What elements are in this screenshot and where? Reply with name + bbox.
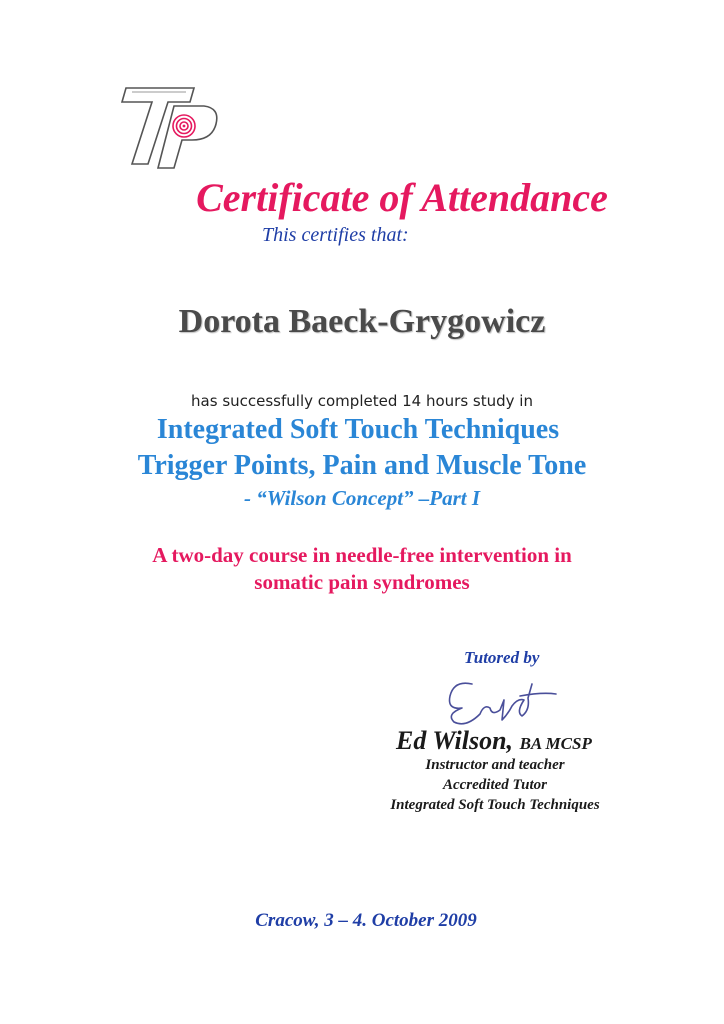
tutor-name-text: Ed Wilson, (396, 726, 514, 755)
tutor-signature (432, 670, 562, 730)
tutor-role-1: Instructor and teacher (425, 757, 565, 773)
tutor-role-3: Integrated Soft Touch Techniques (390, 797, 600, 813)
course-title-line1: Integrated Soft Touch Techniques (156, 414, 560, 445)
certifies-text: This certifies that: (262, 224, 409, 246)
tutor-credentials: BA MCSP (519, 734, 592, 753)
certificate-title: Certificate of Attendance (196, 175, 608, 220)
course-title-line2: Trigger Points, Pain and Muscle Tone (137, 450, 587, 481)
tutor-role-2: Accredited Tutor (442, 777, 547, 793)
course-part: - “Wilson Concept” –Part I (243, 486, 481, 510)
tutor-name (396, 726, 592, 756)
completion-text: has successfully completed 14 hours study in (191, 392, 533, 410)
course-description-line1: A two-day course in needle-free intervention in (152, 543, 572, 567)
event-date: Cracow, 3 – 4. October 2009 (255, 910, 477, 931)
tp-logo (112, 84, 222, 176)
spiral-icon (173, 115, 195, 137)
tutored-by-label: Tutored by (464, 648, 540, 667)
course-description-line2: somatic pain syndromes (254, 570, 470, 594)
recipient-name: Dorota Baeck-Grygowicz (178, 303, 546, 340)
